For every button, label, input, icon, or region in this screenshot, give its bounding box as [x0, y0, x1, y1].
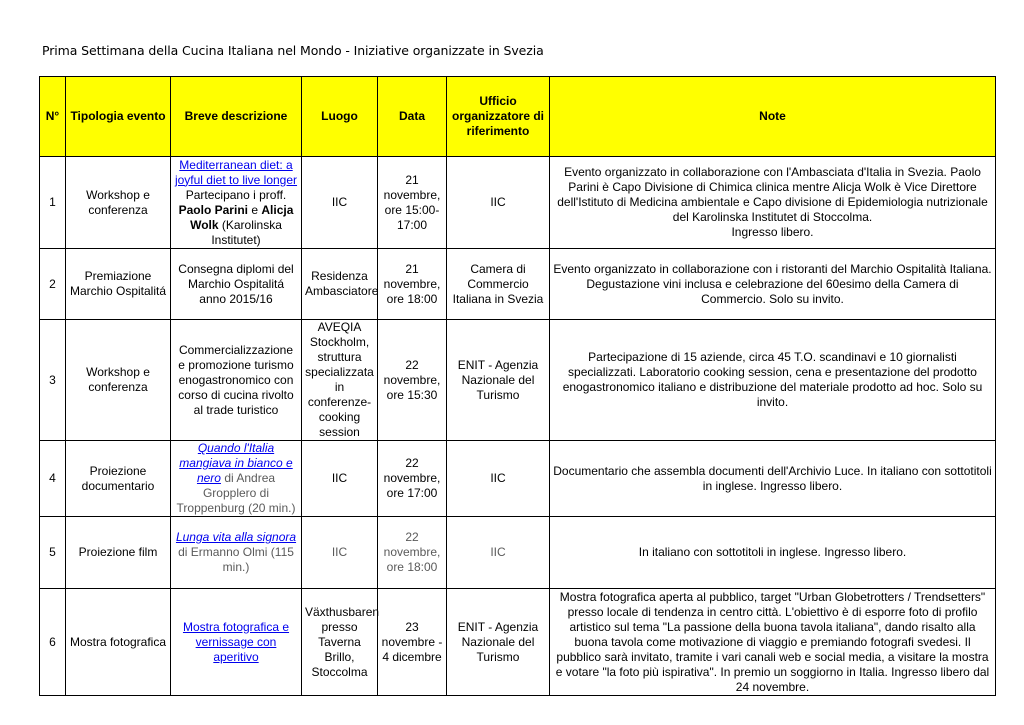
cell-place: Växthusbaren presso Taverna Brillo, Stoccolma: [302, 589, 378, 696]
documentary-link[interactable]: Quando l'Italia mangiava in bianco e nero: [179, 441, 293, 485]
description-text: di: [178, 545, 188, 559]
cell-event-type: Workshop e conferenza: [66, 157, 171, 249]
cell-place: IIC: [302, 441, 378, 517]
description-text: (Karolinska Institutet): [211, 217, 282, 247]
header-description: Breve descrizione: [171, 77, 302, 157]
description-text: Ermanno Olmi (115 min.): [190, 545, 294, 574]
cell-number: 1: [40, 157, 66, 249]
cell-event-type: Mostra fotografica: [66, 589, 171, 696]
description-text: Partecipano i proff.: [185, 187, 287, 202]
table-row: [40, 320, 996, 441]
cell-date: 22 novembre, ore 15:30: [378, 320, 447, 441]
cell-event-type: Proiezione documentario: [66, 441, 171, 517]
cell-notes: In italiano con sottotitoli in inglese. Ingresso libero.: [550, 517, 996, 589]
cell-description: Consegna diplomi del Marchio Ospitalitá anno 2015/16: [171, 249, 302, 320]
cell-event-type: Workshop e conferenza: [66, 320, 171, 441]
cell-event-type: Premiazione Marchio Ospitalitá: [66, 249, 171, 320]
header-office: Ufficio organizzatore di riferimento: [447, 77, 550, 157]
cell-description: [171, 157, 302, 249]
speaker-name: Paolo Parini: [178, 202, 248, 217]
cell-office: IIC: [447, 441, 550, 517]
cell-office: Camera di Commercio Italiana in Svezia: [447, 249, 550, 320]
cell-place: IIC: [302, 517, 378, 589]
cell-date: 22 novembre, ore 17:00: [378, 441, 447, 517]
description-text: Andrea Gropplero di Troppenburg (20 min.): [176, 471, 296, 515]
cell-description: [171, 517, 302, 589]
cell-date: 21 novembre, ore 15:00-17:00: [378, 157, 447, 249]
cell-notes: Evento organizzato in collaborazione con i ristoranti del Marchio Ospitalità Italiana. Degustazione vini inclusa e celebrazione del 60esimo della Camera di Commercio. Solo su invito.: [550, 249, 996, 320]
description-text: di: [224, 471, 234, 485]
cell-number: 2: [40, 249, 66, 320]
table-header-row: [40, 77, 996, 157]
exhibition-link[interactable]: Mostra fotografica e vernissage con aperitivo: [182, 619, 290, 664]
cell-date: 22 novembre, ore 18:00: [378, 517, 447, 589]
notes-text: Evento organizzato in collaborazione con l'Ambasciata d'Italia in Svezia. Paolo Parini è Capo Divisione di Chimica clinica mentre Alicja Wolk è Vice Direttore dell'Istituto di Medicina ambientale e Capo divisione di Epidemiologia nutrizionale del Karolinska Institutet di Stoccolma.: [557, 165, 988, 224]
cell-place: IIC: [302, 157, 378, 249]
header-notes: Note: [550, 77, 996, 157]
cell-date: 23 novembre - 4 dicembre: [378, 589, 447, 696]
cell-notes: Partecipazione di 15 aziende, circa 45 T.O. scandinavi e 10 giornalisti specializzati. Laboratorio cooking session, cena e presentazione del prodotto enogastronomico italiano e distribuzione del materiale prodotto ad hoc. Solo su invito.: [550, 320, 996, 441]
table-row: [40, 441, 996, 517]
header-event-type: Tipologia evento: [66, 77, 171, 157]
header-date: Data: [378, 77, 447, 157]
cell-notes: Documentario che assembla documenti dell'Archivio Luce. In italiano con sottotitoli in inglese. Ingresso libero.: [550, 441, 996, 517]
cell-office: ENIT - Agenzia Nazionale del Turismo: [447, 320, 550, 441]
table-row: [40, 589, 996, 696]
header-number: N°: [40, 77, 66, 157]
cell-place: Residenza Ambasciatore: [302, 249, 378, 320]
cell-date: 21 novembre, ore 18:00: [378, 249, 447, 320]
document-title: Prima Settimana della Cucina Italiana nel Mondo - Iniziative organizzate in Svezia: [42, 43, 544, 58]
cell-office: IIC: [447, 517, 550, 589]
cell-number: 5: [40, 517, 66, 589]
event-link[interactable]: Mediterranean diet: a joyful diet to live longer: [174, 157, 298, 187]
cell-description: [171, 589, 302, 696]
cell-notes: Mostra fotografica aperta al pubblico, target "Urban Globetrotters / Trendsetters" presso locale di tendenza in centro città. L'obiettivo è di esporre foto di profilo artistico sul tema "La passione della buona tavola italiana", dando risalto alla buona tavola come motivazione di viaggio e premiando fotografi svedesi. Il pubblico sarà invitato, tramite i vari canali web e social media, a visitare la mostra e votare "la foto più ispirativa". In premio un soggiorno in Italia. Ingresso libero dal 24 novembre.: [550, 589, 996, 696]
header-place: Luogo: [302, 77, 378, 157]
cell-office: IIC: [447, 157, 550, 249]
cell-description: [171, 441, 302, 517]
cell-number: 4: [40, 441, 66, 517]
cell-number: 6: [40, 589, 66, 696]
notes-text: Ingresso libero.: [731, 225, 814, 239]
table-row: [40, 249, 996, 320]
cell-place: AVEQIA Stockholm, struttura specializzata in conferenze- cooking session: [302, 320, 378, 441]
events-table: [39, 76, 996, 696]
speaker-name: Alicja Wolk: [190, 202, 294, 232]
description-text: e: [251, 202, 259, 217]
cell-notes: [550, 157, 996, 249]
table-row: [40, 517, 996, 589]
table-row: [40, 157, 996, 249]
cell-event-type: Proiezione film: [66, 517, 171, 589]
cell-office: ENIT - Agenzia Nazionale del Turismo: [447, 589, 550, 696]
cell-number: 3: [40, 320, 66, 441]
cell-description: Commercializzazione e promozione turismo enogastronomico con corso di cucina rivolto al trade turistico: [171, 320, 302, 441]
film-link[interactable]: Lunga vita alla signora: [175, 530, 297, 544]
